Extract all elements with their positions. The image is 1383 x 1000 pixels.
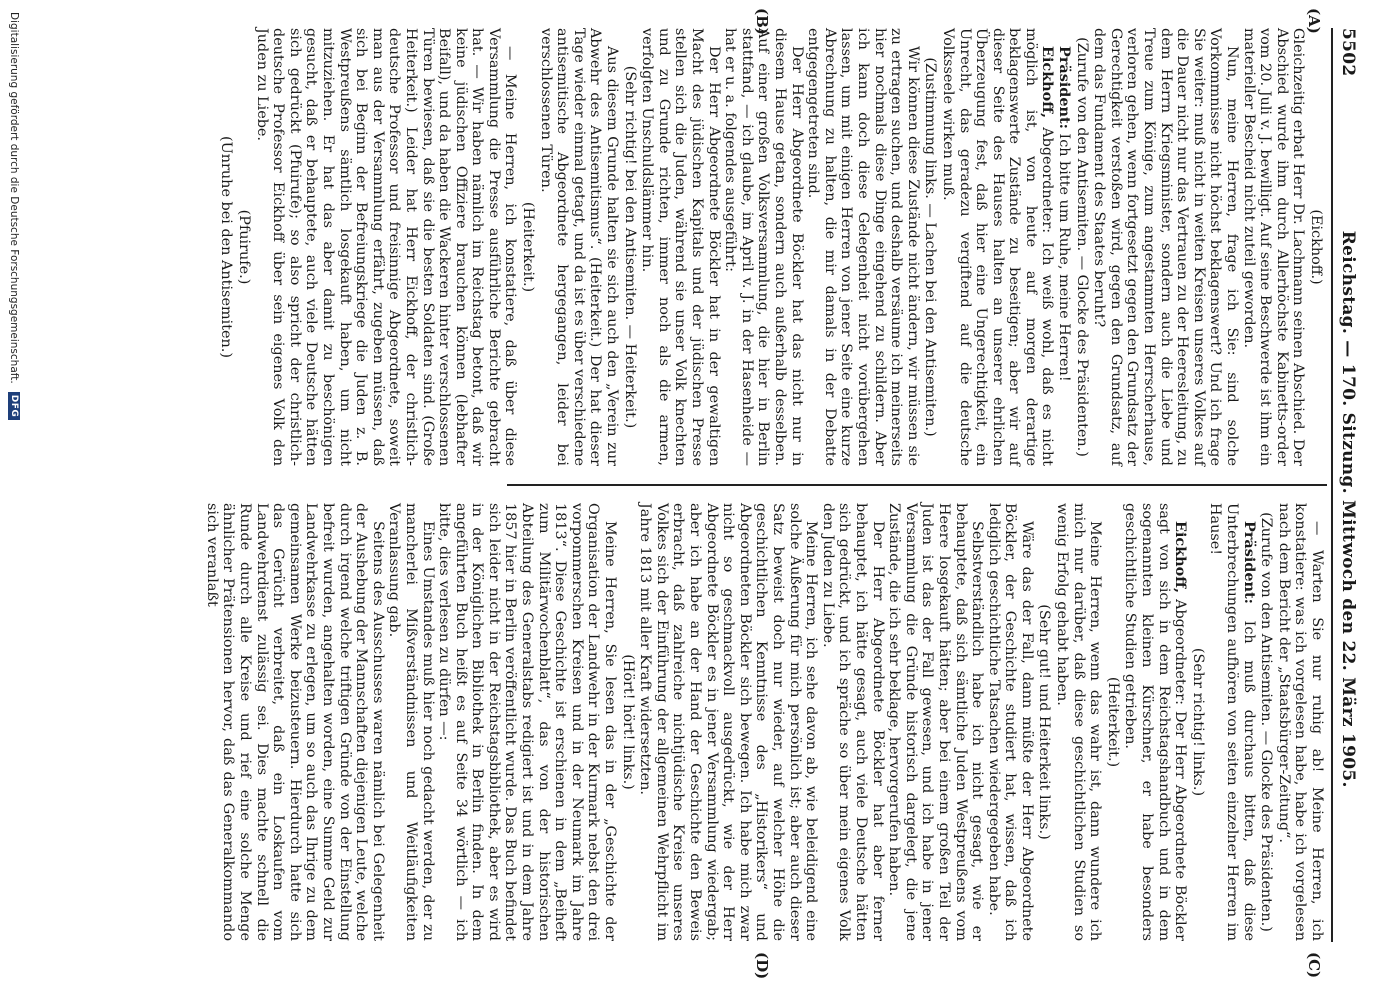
paragraph: [1207, 503, 1257, 941]
page-title: Reichstag. — 170. Sitzung. Mittwoch den 22. März 1905.: [1338, 230, 1358, 788]
stage-direction: (Sehr gut! und Heiterkeit links.): [1036, 604, 1053, 840]
paragraph: Meine Herren, ich sehe davon ab, wie beleidigend eine solche Äußerung für mich persönlich ist; aber auch dieser Satz beweist doch nur wieder, auf welcher Höhe die geschichtlichen Kenntnisse des „Historikers“ und Abgeordneten Böckler sich bewegen. Ich habe mich zwar nicht so geschmackvoll ausgedrückt, wie der Herr Abgeordnete Böckler es in jener Versammlung wiedergab; aber ich habe an der Hand der Geschichte den Beweis erbracht, daß zahlreiche nichtjüdische Kreise unseres Volkes sich der Einführung der allgemeinen Wehrpflicht im Jahre 1813 mit aller Kraft widersetzten.: [637, 503, 820, 941]
paragraph: Meine Herren, Sie lesen das in der „Geschichte der Organisation der Landwehr in der Kurmark nebst den drei vorpommerschen Kreisen und in der Neumark im Jahre 1813“. Diese Geschichte ist erschienen in dem „Beiheft zum Militärwochenblatt“, das von der historischen Abteilung des Generalstabs redigiert ist und in dem Jahre 1857 hier in Berlin veröffentlicht wurde. Das Buch befindet sich leider nicht in der Reichstagsbibliothek, aber es wird in der Königlichen Bibliothek in Berlin finden. In dem angeführten Buch heißt es auf Seite 34 wörtlich — ich bitte, dies verlesen zu dürfen —:: [436, 503, 619, 941]
speaker-name: Präsident:: [1056, 46, 1074, 129]
page-footer: [8, 0, 20, 1000]
stage-direction: (Zustimmung links. — Lachen bei den Antisemiten.): [922, 57, 939, 437]
speaker-name: Präsident:: [1240, 521, 1258, 604]
footer-credit: Digitalisierung gefördert durch die Deutsche Forschungsgemeinschaft.: [8, 12, 20, 384]
paragraph: Wir können diese Zustände nicht ändern, wir müssen sie zu ertragen suchen, und deshalb versäume ich meinerseits hier nochmals diese Dinge eingehend zu schildern. Aber ich kann doch diese Gelegenheit nicht vorübergehen lassen, um mit einigen Herren von jener Seite eine kurze Abrechnung zu halten, die mir damals in der Debatte entgegengetreten sind.: [805, 28, 921, 466]
margin-marker-b: (B): [753, 8, 771, 35]
stage-direction: (Sehr richtig! links.): [1189, 647, 1206, 797]
paragraph: Aus diesem Grunde halten sie sich auch den „Verein zur Abwehr des Antisemitismus“. (Heiterkeit.) Der hat dieser Tage wieder einmal getagt, und da ist es über verschiedene antisemitische Abgeordnete hergegangen, leider bei verschlossenen Türen.: [537, 28, 621, 466]
stage-direction: (Heiterkeit.): [1104, 676, 1121, 768]
right-text-column: [203, 503, 1325, 941]
speaker-name: Eickhoff,: [1172, 521, 1190, 594]
paragraph: Meine Herren, wenn das wahr ist, dann wundere ich mich nur darüber, daß diese geschichtlichen Studien so wenig Erfolg gehabt haben.: [1054, 503, 1104, 941]
paragraph: Der Herr Abgeordnete Böckler hat aber ferner behauptet, ich hätte gesagt, auch viele Deutsche hätten sich gedrückt, und ich spräche so über mein eigenes Volk den Juden zu Liebe.: [819, 503, 886, 941]
paragraph: — Warten Sie nur ruhig ab! Meine Herren, ich konstatiere: was ich vorgelesen habe, habe ich vorgelesen nach dem Bericht der „Staatsbürger-Zeitung“.: [1275, 503, 1325, 941]
speech-text: Ich bitte um Ruhe, meine Herren!: [1056, 128, 1073, 382]
dfg-logo: DFG: [8, 392, 20, 421]
paragraph: [939, 28, 1055, 466]
header-rule: [1331, 28, 1333, 942]
page-number: 5502: [1338, 28, 1358, 77]
paragraph: Eines Umstandes muß hier noch gedacht werden, der zu mancherlei Mißverständnissen und Weitläufigkeiten Veranlassung gab.: [386, 503, 436, 941]
paragraph: Wäre das der Fall, dann müßte der Herr Abgeordnete Böckler, der Geschichte studiert hat, wissen, daß ich lediglich geschichtliche Tatsachen wiedergegeben habe.: [985, 503, 1035, 941]
paragraph: Der Herr Abgeordnete Böckler hat das nicht nur in diesem Hause getan, sondern auch außerhalb desselben. Auf einer großen Volksversammlung, die hier in Berlin stattfand, — ich glaube, im April v. J. in der Hasenheide — hat er u. a. folgendes ausgeführt:: [722, 28, 805, 466]
stage-direction: (Zurufe von den Antisemiten. — Glocke des Präsidenten.): [1258, 512, 1275, 932]
stage-direction: (Unruhe bei den Antisemiten.): [218, 136, 235, 358]
paragraph: — Meine Herren, ich konstatiere, daß über diese Versammlung die Presse ausführliche Berichte gebracht hat. — Wir haben nämlich im Reichstag betont, daß wir keine jüdischen Offiziere brauchen können (lebhafter Beifall), und da haben die Wackeren hinter verschlossenen Türen bewiesen, daß sie die besten Soldaten sind. (Große Heiterkeit.) Leider hat Herr Eickhoff, der christlich-deutsche Professor und freisinnige Abgeordnete, soweit man aus der Versammlung erfährt, zugeben müssen, daß sich bei Beginn der Befreiungskriege die Juden z. B. Westpreußens sämtlich losgekauft haben, um nicht mitzuziehen. Er hat das aber damit zu beschönigen gesucht, daß er behauptete, auch viele Deutsche hätten sich gedrückt (Pfuirufe); so also spricht der christlich-deutsche Professor Eickhoff über sein eigenes Volk den Juden zu Liebe.: [253, 28, 519, 466]
paragraph: Seitens des Ausschusses waren nämlich bei Gelegenheit der Aushebung der Mannschaften diejenigen Leute, welche durch irgend welche triftigen Gründe von der Einstellung befreit wurden, angehalten worden, eine Summe Geld zur Landwehrkasse zu erlegen, um so auch das Ihrige zu dem gemeinsamen Werke beizusteuern. Hierdurch hatte sich das Gerücht verbreitet, daß ein Loskaufen vom Landwehrdienst zulässig sei. Dies machte schnell die Runde durch alle Kreise und rief eine solche Menge ähnlicher Prätensionen hervor, daß das Generalkommando sich veranlaßt: [203, 503, 386, 941]
paragraph: Selbstverständlich habe ich nicht gesagt, wie er behauptete, daß sich sämtliche Juden Westpreußens vom Heere losgekauft hätten; aber bei einem großen Teil der Juden ist das der Fall gewesen, und ich habe in jener Versammlung die Gründe historisch dargelegt, die jene Zustände, die ich sehr beklage, hervorgerufen haben.: [886, 503, 986, 941]
paragraph: Der Herr Abgeordnete Böckler hat in der gewaltigen Macht des jüdischen Kapitals und der jüdischen Presse stellen sich die Juden, während sie unser Volk knechten und zu Grunde richten, immer noch als die armen, verfolgten Unschuldslämmer hin.: [639, 28, 722, 466]
stage-direction: (Eickhoff.): [1308, 209, 1324, 285]
paragraph: [1056, 28, 1073, 466]
speech-text: Abgeordneter: Ich weiß wohl, daß es nicht möglich ist, von heute auf morgen derartige beklagenswerte Zustände zu beseitigen; aber wir auf dieser Seite des Hauses halten an unserer ehrlichen Überzeugung fest, daß hier eine Ungerechtigkeit, ein Unrecht, das geradezu vergiftend auf die deutsche Volksseele wirken muß.: [939, 28, 1056, 466]
speech-text: Ich muß durchaus bitten, daß diese Unterbrechungen aufhören von seiten einzelner Herren im Hause!: [1207, 503, 1257, 941]
stage-direction: (Hört! hört! links.): [619, 654, 636, 790]
stage-direction: (Heiterkeit.): [520, 201, 537, 293]
left-text-column: [217, 28, 1325, 466]
stage-direction: (Pfuirufe.): [236, 209, 252, 285]
column-divider: [507, 484, 1327, 486]
stage-direction: (Zurufe von den Antisemiten. — Glocke des Präsidenten.): [1073, 37, 1090, 457]
paragraph: [1122, 503, 1188, 941]
margin-marker-d: (D): [753, 952, 771, 980]
speaker-name: Eickhoff,: [1039, 46, 1057, 119]
paragraph: Nun, meine Herren, frage ich Sie: sind solche Vorkommnisse nicht höchst beklagenswert? Und ich frage Sie weiter: muß nicht in weiten Kreisen unseres Volkes auf die Dauer nicht nur das Vertrauen zu der Heeresleitung, zu dem Herrn Kriegsminister, sondern auch die Liebe und Treue zum Könige, zum angestammten Herrscherhause, verloren gehen, wenn fortgesetzt gegen den Grundsatz der Gerechtigkeit verstoßen wird, gegen den Grundsatz, auf dem das Fundament des Staates beruht?: [1091, 28, 1241, 466]
page-header: [1335, 28, 1361, 942]
paragraph: Gleichzeitig erbat Herr Dr. Lachmann seinen Abschied. Der Abschied wurde ihm durch Allerhöchste Kabinetts-order vom 20. Juli v. J. bewilligt. Auf seine Beschwerde ist ihm ein materieller Bescheid nicht zuteil geworden.: [1240, 28, 1307, 466]
margin-marker-c: (C): [1305, 952, 1323, 979]
speech-text: Abgeordneter: Der Herr Abgeordnete Böckler sagt von sich in dem Reichstagshandbuch und in dem sogenannten kleinen Kürschner, er habe besonders geschichtliche Studien getrieben.: [1122, 503, 1189, 941]
stage-direction: (Sehr richtig! bei den Antisemiten. — Heiterkeit.): [621, 65, 638, 429]
margin-marker-a: (A): [1305, 8, 1323, 34]
